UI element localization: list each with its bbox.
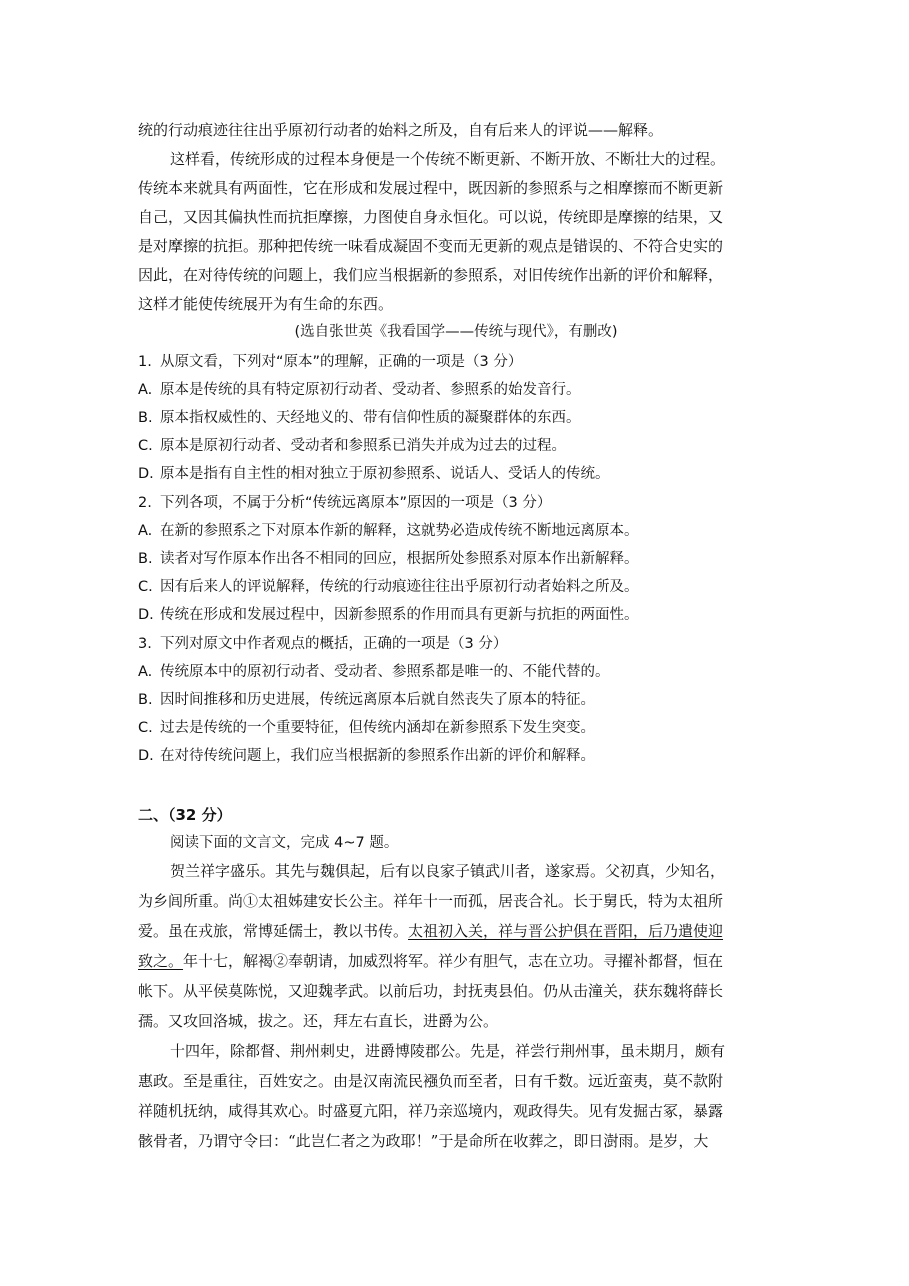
question-stem: 下列对原文中作者观点的概括，正确的一项是（3 分） — [160, 636, 508, 652]
option-label: A. — [138, 664, 153, 680]
classical-line: 十四年，除都督、荆州刺史，进爵博陵郡公。先是，祥尝行荆州事，虽未期月，颇有 — [170, 1042, 726, 1060]
classical-line-mixed — [138, 921, 774, 941]
option-1d — [138, 464, 774, 484]
option-label: B. — [138, 410, 153, 426]
question-stem: 从原文看，下列对“原本”的理解，正确的一项是（3 分） — [160, 354, 523, 370]
passage-line: 因此，在对待传统的问题上，我们应当根据新的参照系，对旧传统作出新的评价和解释， — [138, 266, 724, 284]
option-label: B. — [138, 551, 153, 567]
option-text: 因时间推移和历史进展，传统远离原本后就自然丧失了原本的特征。 — [160, 692, 595, 708]
question-stem: 下列各项，不属于分析“传统远离原本”原因的一项是（3 分） — [160, 495, 552, 511]
option-label: C. — [138, 720, 153, 736]
underlined-sentence: 太祖初入关，祥与晋公护俱在晋阳，后乃遣使迎 — [408, 922, 724, 940]
option-label: C. — [138, 579, 153, 595]
classical-line: 为乡闾所重。尚①太祖姊建安长公主。祥年十一而孤，居丧合礼。长于舅氏，特为太祖所 — [138, 892, 724, 910]
option-label: C. — [138, 438, 153, 454]
question-number: 1. — [138, 354, 152, 370]
option-3b — [138, 690, 774, 710]
option-text: 传统原本中的原初行动者、受动者、参照系都是唯一的、不能代替的。 — [160, 664, 610, 680]
option-text: 传统在形成和发展过程中，因新参照系的作用而具有更新与抗拒的两面性。 — [160, 607, 639, 623]
passage-source: (选自张世英《我看国学——传统与现代》，有删改) — [294, 324, 618, 340]
option-text: 原本是指有自主性的相对独立于原初参照系、说话人、受话人的传统。 — [160, 466, 610, 482]
option-2d — [138, 605, 774, 625]
option-label: D. — [138, 748, 154, 764]
option-3d — [138, 746, 774, 766]
classical-line: 骸骨者，乃谓守令曰：“此岂仁者之为政耶！”于是命所在收葬之，即日澍雨。是岁，大 — [138, 1132, 709, 1150]
option-2c — [138, 577, 774, 597]
section-instruction: 阅读下面的文言文，完成 4~7 题。 — [170, 835, 399, 851]
classical-line: 帐下。从平侯莫陈悦，又迎魏孝武。以前后功，封抚夷县伯。仍从击潼关，获东魏将薛长 — [138, 982, 724, 1000]
option-label: A. — [138, 382, 153, 398]
classical-line: 贺兰祥字盛乐。其先与魏俱起，后有以良家子镇武川者，遂家焉。父初真，少知名， — [170, 862, 726, 880]
passage-line: 传统本来就具有两面性，它在形成和发展过程中，既因新的参照系与之相摩擦而不断更新 — [138, 179, 724, 197]
passage-line: 统的行动痕迹往往出乎原初行动者的始料之所及，自有后来人的评说——解释。 — [138, 121, 664, 139]
classical-line: 惠政。至是重往，百姓安之。由是汉南流民襁负而至者，日有千数。远近蛮夷，莫不款附 — [138, 1072, 724, 1090]
option-2a — [138, 521, 774, 541]
classical-line-mixed — [138, 951, 774, 971]
option-text: 在新的参照系之下对原本作新的解释，这就势必造成传统不断地远离原本。 — [160, 523, 639, 539]
option-3a — [138, 662, 774, 682]
option-text: 读者对写作原本作出各不相同的回应，根据所处参照系对原本作出新解释。 — [160, 551, 639, 567]
option-text: 原本指权威性的、天经地义的、带有信仰性质的凝聚群体的东西。 — [160, 410, 581, 426]
classical-text: 爱。虽在戎旅，常博延儒士，教以书传。 — [138, 922, 409, 940]
question-3 — [138, 634, 774, 654]
option-label: B. — [138, 692, 153, 708]
classical-line: 祥随机抚纳，咸得其欢心。时盛夏亢阳，祥乃亲巡境内，观政得失。见有发掘古冢，暴露 — [138, 1102, 724, 1120]
question-1 — [138, 352, 774, 372]
option-text: 过去是传统的一个重要特征，但传统内涵却在新参照系下发生突变。 — [160, 720, 595, 736]
option-1c — [138, 436, 774, 456]
passage-line: 是对摩擦的抗拒。那种把传统一味看成凝固不变而无更新的观点是错误的、不符合史实的 — [138, 237, 724, 255]
option-text: 原本是传统的具有特定原初行动者、受动者、参照系的始发音行。 — [160, 382, 581, 398]
underlined-sentence-end: 致之。 — [138, 952, 184, 970]
classical-text: 年十七，解褐②奉朝请，加威烈将军。祥少有胆气，志在立功。寻擢补都督，恒在 — [183, 952, 724, 970]
option-1a — [138, 380, 774, 400]
classical-line: 孺。又攻回洛城，拔之。还，拜左右直长，进爵为公。 — [138, 1012, 499, 1030]
option-text: 在对待传统问题上，我们应当根据新的参照系作出新的评价和解释。 — [160, 748, 595, 764]
section-title: 二、（32 分） — [138, 806, 232, 824]
option-2b — [138, 549, 774, 569]
passage-line: 这样看，传统形成的过程本身便是一个传统不断更新、不断开放、不断壮大的过程。 — [170, 150, 726, 168]
option-text: 原本是原初行动者、受动者和参照系已消失并成为过去的过程。 — [160, 438, 566, 454]
question-number: 2. — [138, 495, 152, 511]
passage-line: 自己，又因其偏执性而抗拒摩擦，力图使自身永恒化。可以说，传统即是摩擦的结果，又 — [138, 208, 724, 226]
option-label: A. — [138, 523, 153, 539]
option-1b — [138, 408, 774, 428]
passage-line: 这样才能使传统展开为有生命的东西。 — [138, 295, 394, 313]
option-text: 因有后来人的评说解释，传统的行动痕迹往往出乎原初行动者始料之所及。 — [160, 579, 639, 595]
option-3c — [138, 718, 774, 738]
option-label: D. — [138, 607, 154, 623]
question-2 — [138, 493, 774, 513]
question-number: 3. — [138, 636, 152, 652]
option-label: D. — [138, 466, 154, 482]
